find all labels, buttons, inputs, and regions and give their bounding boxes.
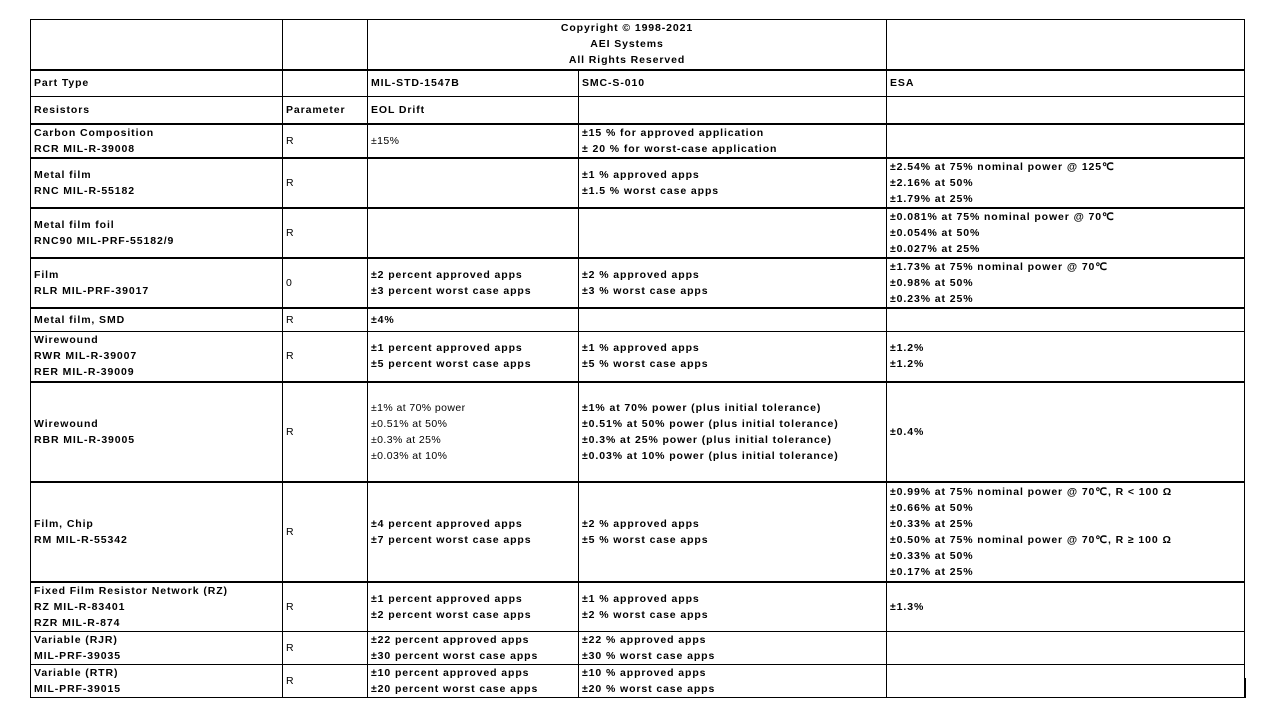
- smc-value-line: ±22 % approved apps: [582, 634, 707, 646]
- table-row: [31, 632, 1245, 665]
- esa-value: [887, 332, 1245, 382]
- esa-value-line: ±0.054% at 50%: [890, 226, 981, 239]
- table-row: [31, 332, 1245, 382]
- smc-value: [579, 632, 887, 665]
- table-row: [31, 208, 1245, 258]
- part-type-cell-line: RNC MIL-R-55182: [34, 184, 136, 197]
- parameter-cell: R: [283, 665, 368, 698]
- part-type-cell: [31, 665, 283, 698]
- part-type-cell: [31, 632, 283, 665]
- company-name: AEI Systems: [590, 38, 664, 51]
- part-type-cell-line: Wirewound: [34, 417, 99, 430]
- copyright-row: [31, 20, 1245, 70]
- smc-value: [579, 332, 887, 382]
- esa-value-line: ±0.98% at 50%: [890, 276, 974, 289]
- smc-value-line: ±1 % approved apps: [582, 342, 700, 355]
- copyright-notice: [368, 20, 887, 70]
- part-type-cell: [31, 382, 283, 482]
- part-type-cell-line: Carbon Composition: [34, 126, 155, 139]
- part-type-cell-line: RCR MIL-R-39008: [34, 142, 136, 155]
- smc-value-line: ±2 % approved apps: [582, 268, 700, 281]
- empty-cell: [887, 20, 1245, 70]
- part-type-cell: [31, 332, 283, 382]
- mil-std-value-line: ±30 percent worst case apps: [371, 650, 539, 662]
- smc-value-line: ± 20 % for worst-case application: [582, 142, 778, 155]
- mil-std-value-line: ±4 percent approved apps: [371, 517, 523, 530]
- mil-std-value-line: ±10 percent approved apps: [371, 667, 530, 679]
- resistor-derating-table: [30, 19, 1245, 698]
- smc-value-line: ±30 % worst case apps: [582, 650, 716, 662]
- part-type-cell: [31, 124, 283, 158]
- subheader-category: Resistors: [31, 97, 283, 124]
- mil-std-value-line: ±7 percent worst case apps: [371, 533, 532, 546]
- smc-value: [579, 482, 887, 582]
- esa-value: [887, 665, 1245, 698]
- smc-value: [579, 582, 887, 632]
- smc-value-line: ±1 % approved apps: [582, 168, 700, 181]
- subheader-metric: EOL Drift: [368, 97, 579, 124]
- esa-value-line: ±0.027% at 25%: [890, 242, 981, 255]
- part-type-cell-line: RM MIL-R-55342: [34, 533, 128, 546]
- subheader-row: [31, 97, 1245, 124]
- esa-value: [887, 258, 1245, 308]
- header-smc: SMC-S-010: [579, 70, 887, 97]
- esa-value-line: ±2.16% at 50%: [890, 176, 974, 189]
- mil-std-value-line: ±1% at 70% power: [371, 401, 466, 414]
- esa-value: [887, 158, 1245, 208]
- header-row: [31, 70, 1245, 97]
- mil-std-value-line: ±0.03% at 10%: [371, 449, 448, 462]
- smc-value: [579, 382, 887, 482]
- esa-value-line: ±1.79% at 25%: [890, 192, 974, 205]
- esa-value: [887, 382, 1245, 482]
- parameter-cell: 0: [283, 258, 368, 308]
- mil-std-value-line: ±2 percent approved apps: [371, 268, 523, 281]
- smc-value: [579, 665, 887, 698]
- smc-value-line: ±1 % approved apps: [582, 592, 700, 605]
- esa-value-line: ±0.66% at 50%: [890, 501, 974, 514]
- smc-value: [579, 124, 887, 158]
- empty-cell: [283, 20, 368, 70]
- esa-value-line: ±0.23% at 25%: [890, 292, 974, 305]
- table-row: [31, 382, 1245, 482]
- esa-value: [887, 482, 1245, 582]
- part-type-cell: [31, 308, 283, 332]
- parameter-cell: R: [283, 632, 368, 665]
- esa-value: [887, 124, 1245, 158]
- parameter-cell: R: [283, 158, 368, 208]
- mil-std-value-line: ±0.3% at 25%: [371, 433, 442, 446]
- esa-value-line: ±1.73% at 75% nominal power @ 70℃: [890, 260, 1108, 273]
- part-type-cell-line: RNC90 MIL-PRF-55182/9: [34, 234, 175, 247]
- smc-value-line: ±5 % worst case apps: [582, 358, 709, 371]
- parameter-cell: R: [283, 124, 368, 158]
- part-type-cell-line: Fixed Film Resistor Network (RZ): [34, 584, 228, 597]
- part-type-cell-line: RWR MIL-R-39007: [34, 350, 138, 363]
- part-type-cell: [31, 158, 283, 208]
- part-type-cell-line: Metal film, SMD: [34, 313, 126, 326]
- mil-std-value-line: ±2 percent worst case apps: [371, 608, 532, 621]
- esa-value-line: ±2.54% at 75% nominal power @ 125℃: [890, 160, 1115, 173]
- smc-value: [579, 258, 887, 308]
- parameter-cell: R: [283, 382, 368, 482]
- table-row: [31, 158, 1245, 208]
- mil-std-value: [368, 208, 579, 258]
- part-type-cell: [31, 482, 283, 582]
- smc-value-line: ±0.03% at 10% power (plus initial tolerance): [582, 449, 839, 462]
- esa-value-line: ±1.2%: [890, 358, 925, 371]
- part-type-cell-line: RLR MIL-PRF-39017: [34, 284, 150, 297]
- parameter-cell: R: [283, 582, 368, 632]
- parameter-cell: R: [283, 482, 368, 582]
- smc-value-line: ±20 % worst case apps: [582, 683, 716, 695]
- smc-value: [579, 208, 887, 258]
- copyright-line: Copyright © 1998-2021: [560, 22, 694, 35]
- part-type-cell-line: Variable (RJR): [34, 634, 118, 646]
- part-type-cell-line: RER MIL-R-39009: [34, 366, 135, 379]
- text-cursor: [1244, 678, 1246, 698]
- subheader-empty: [887, 97, 1245, 124]
- smc-value: [579, 158, 887, 208]
- esa-value: [887, 308, 1245, 332]
- smc-value-line: ±1.5 % worst case apps: [582, 184, 720, 197]
- esa-value-line: ±0.4%: [890, 425, 925, 438]
- header-mil-std: MIL-STD-1547B: [368, 70, 579, 97]
- mil-std-value-line: ±20 percent worst case apps: [371, 683, 539, 695]
- smc-value-line: ±2 % approved apps: [582, 517, 700, 530]
- esa-value-line: ±0.33% at 50%: [890, 549, 974, 562]
- mil-std-value-line: ±4%: [371, 313, 395, 326]
- esa-value-line: ±1.3%: [890, 600, 925, 613]
- mil-std-value: [368, 582, 579, 632]
- part-type-cell-line: MIL-PRF-39015: [34, 683, 121, 695]
- subheader-empty: [579, 97, 887, 124]
- part-type-cell-line: Variable (RTR): [34, 667, 119, 679]
- parameter-cell: R: [283, 332, 368, 382]
- part-type-cell-line: Film, Chip: [34, 517, 94, 530]
- esa-value-line: ±0.17% at 25%: [890, 565, 974, 578]
- part-type-cell-line: Metal film: [34, 168, 92, 181]
- part-type-cell-line: MIL-PRF-39035: [34, 650, 121, 662]
- part-type-cell: [31, 258, 283, 308]
- esa-value: [887, 208, 1245, 258]
- mil-std-value-line: ±22 percent approved apps: [371, 634, 530, 646]
- smc-value-line: ±15 % for approved application: [582, 126, 765, 139]
- empty-cell: [31, 20, 283, 70]
- smc-value-line: ±2 % worst case apps: [582, 608, 709, 621]
- header-esa: ESA: [887, 70, 1245, 97]
- mil-std-value: [368, 158, 579, 208]
- table-row: [31, 482, 1245, 582]
- header-part-type: Part Type: [31, 70, 283, 97]
- mil-std-value-line: ±1 percent approved apps: [371, 342, 523, 355]
- parameter-cell: R: [283, 308, 368, 332]
- part-type-cell-line: RZR MIL-R-874: [34, 616, 121, 629]
- esa-value-line: ±0.33% at 25%: [890, 517, 974, 530]
- smc-value: [579, 308, 887, 332]
- mil-std-value: [368, 308, 579, 332]
- mil-std-value-line: ±3 percent worst case apps: [371, 284, 532, 297]
- part-type-cell: [31, 582, 283, 632]
- mil-std-value: [368, 382, 579, 482]
- table-row: [31, 308, 1245, 332]
- rights-line: All Rights Reserved: [568, 54, 686, 67]
- table-row: [31, 582, 1245, 632]
- subheader-parameter: Parameter: [283, 97, 368, 124]
- esa-value-line: ±0.50% at 75% nominal power @ 70℃, R ≥ 100 Ω: [890, 533, 1172, 546]
- esa-value: [887, 582, 1245, 632]
- table-row: [31, 258, 1245, 308]
- mil-std-value-line: ±5 percent worst case apps: [371, 358, 532, 371]
- part-type-cell-line: Wirewound: [34, 334, 99, 347]
- part-type-cell-line: RZ MIL-R-83401: [34, 600, 126, 613]
- smc-value-line: ±3 % worst case apps: [582, 284, 709, 297]
- part-type-cell-line: Film: [34, 268, 60, 281]
- smc-value-line: ±10 % approved apps: [582, 667, 707, 679]
- smc-value-line: ±5 % worst case apps: [582, 533, 709, 546]
- mil-std-value-line: ±0.51% at 50%: [371, 417, 448, 430]
- table-row: [31, 665, 1245, 698]
- table-row: [31, 124, 1245, 158]
- esa-value-line: ±0.081% at 75% nominal power @ 70℃: [890, 210, 1115, 223]
- mil-std-value: [368, 258, 579, 308]
- part-type-cell: [31, 208, 283, 258]
- mil-std-value-line: ±1 percent approved apps: [371, 592, 523, 605]
- mil-std-value: [368, 332, 579, 382]
- parameter-cell: R: [283, 208, 368, 258]
- smc-value-line: ±0.3% at 25% power (plus initial tolerance): [582, 433, 832, 446]
- mil-std-value: [368, 632, 579, 665]
- mil-std-value-line: ±15%: [371, 134, 400, 147]
- mil-std-value: [368, 665, 579, 698]
- part-type-cell-line: RBR MIL-R-39005: [34, 433, 136, 446]
- mil-std-value: [368, 124, 579, 158]
- smc-value-line: ±1% at 70% power (plus initial tolerance): [582, 401, 822, 414]
- esa-value: [887, 632, 1245, 665]
- esa-value-line: ±0.99% at 75% nominal power @ 70℃, R < 100 Ω: [890, 485, 1173, 498]
- part-type-cell-line: Metal film foil: [34, 218, 115, 231]
- esa-value-line: ±1.2%: [890, 342, 925, 355]
- smc-value-line: ±0.51% at 50% power (plus initial tolerance): [582, 417, 839, 430]
- mil-std-value: [368, 482, 579, 582]
- header-empty: [283, 70, 368, 97]
